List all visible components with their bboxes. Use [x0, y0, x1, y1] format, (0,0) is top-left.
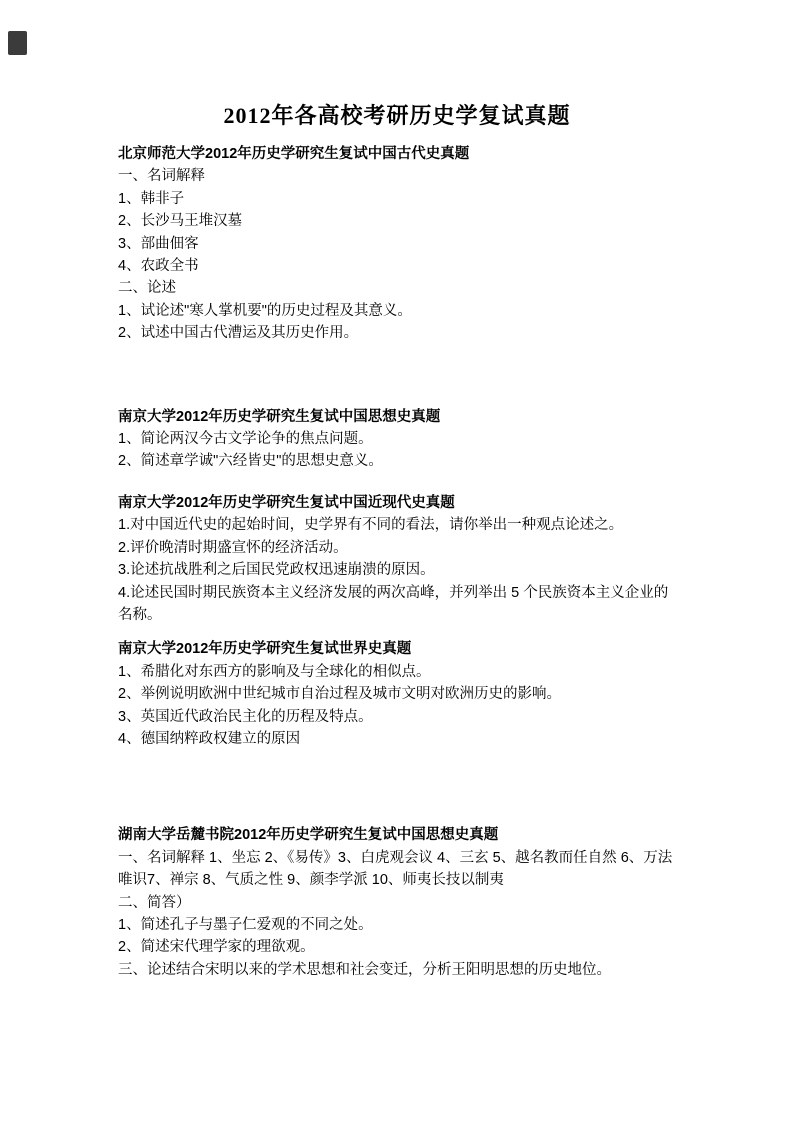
question-line: 3.论述抗战胜利之后国民党政权迅速崩溃的原因。 — [118, 562, 435, 579]
question-line: 4、德国纳粹政权建立的原因 — [118, 730, 301, 747]
question-line: 二、简答） — [118, 894, 191, 911]
section-heading: 南京大学2012年历史学研究生复试世界史真题 — [118, 641, 412, 658]
question-line: 1、简述孔子与墨子仁爱观的不同之处。 — [118, 916, 373, 933]
question-line: 一、名词解释 1、坐忘 2、《易传》3、白虎观会议 4、三玄 5、越名教而任自然 6、万法唯识7、禅宗 8、气质之性 9、颜李学派 10、师夷长技以制夷 — [118, 849, 673, 889]
question-line: 1、简论两汉今古文学论争的焦点问题。 — [118, 431, 373, 448]
document-title: 2012年各高校考研历史学复试真题 — [223, 103, 571, 128]
question-line: 1、韩非子 — [118, 190, 185, 207]
question-line: 3、部曲佃客 — [118, 235, 199, 252]
question-line: 3、英国近代政治民主化的历程及特点。 — [118, 708, 373, 725]
page-corner-mark — [8, 31, 27, 55]
question-line: 一、名词解释 — [118, 168, 205, 185]
section-nju-world-history — [118, 638, 676, 750]
question-line: 2、试述中国古代漕运及其历史作用。 — [118, 325, 359, 342]
section-hunan-yuelu-thought-history — [118, 824, 676, 981]
question-line: 2、简述宋代理学家的理欲观。 — [118, 939, 315, 956]
question-line: 二、论述 — [118, 280, 176, 297]
question-line: 4、农政全书 — [118, 258, 199, 275]
question-line: 2、举例说明欧洲中世纪城市自治过程及城市文明对欧洲历史的影响。 — [118, 686, 562, 703]
question-line: 2、简述章学诚"六经皆史"的思想史意义。 — [118, 453, 383, 470]
question-line: 1.对中国近代史的起始时间，史学界有不同的看法，请你举出一种观点论述之。 — [118, 517, 624, 534]
question-line: 1、希腊化对东西方的影响及与全球化的相似点。 — [118, 663, 431, 680]
question-line: 1、试论述"寒人掌机要"的历史过程及其意义。 — [118, 302, 412, 319]
section-heading: 湖南大学岳麓书院2012年历史学研究生复试中国思想史真题 — [118, 827, 499, 844]
section-nju-modern-history — [118, 492, 676, 626]
section-heading: 北京师范大学2012年历史学研究生复试中国古代史真题 — [118, 146, 470, 162]
document-body — [118, 143, 676, 981]
question-line: 2.评价晚清时期盛宣怀的经济活动。 — [118, 539, 348, 556]
section-bnu-ancient-history — [118, 143, 676, 345]
question-line: 三、论述结合宋明以来的学术思想和社会变迁，分析王阳明思想的历史地位。 — [118, 961, 611, 978]
question-line: 2、长沙马王堆汉墓 — [118, 213, 243, 230]
section-heading: 南京大学2012年历史学研究生复试中国思想史真题 — [118, 408, 441, 425]
section-heading: 南京大学2012年历史学研究生复试中国近现代史真题 — [118, 494, 455, 511]
question-line: 4.论述民国时期民族资本主义经济发展的两次高峰，并列举出 5 个民族资本主义企业的名称。 — [118, 584, 669, 623]
section-nju-thought-history — [118, 406, 676, 473]
